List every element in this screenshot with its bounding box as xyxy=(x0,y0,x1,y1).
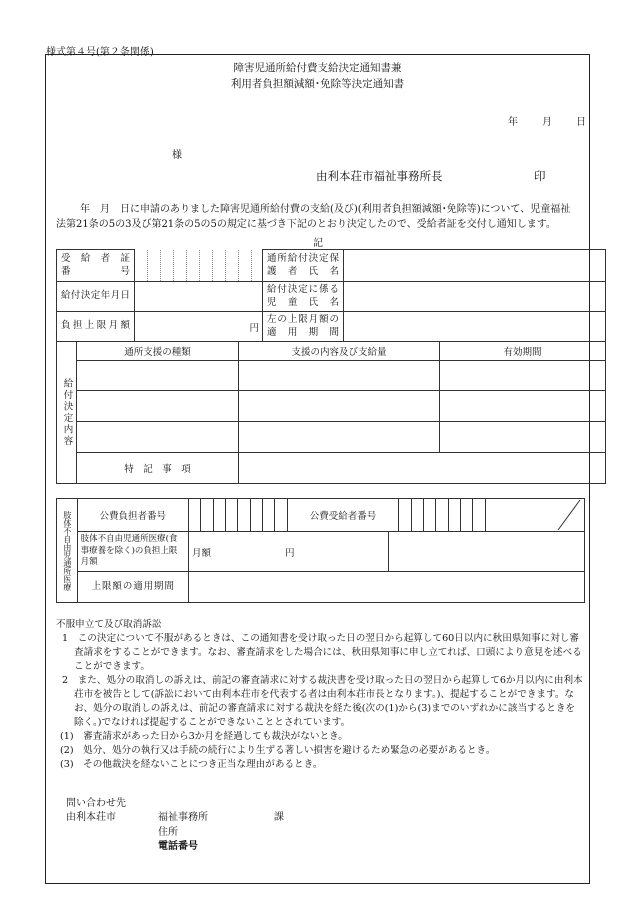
valid-period-cell[interactable] xyxy=(440,391,606,422)
column-header-valid-period: 有効期間 xyxy=(440,342,606,361)
service-type-cell[interactable] xyxy=(77,361,239,391)
issuer-name: 由利本荘市福祉事務所長 xyxy=(316,169,443,183)
monthly-label: 月額 xyxy=(191,547,211,559)
cert-digit-cell[interactable] xyxy=(213,250,226,282)
special-notes-label: 特 記 事 項 xyxy=(77,453,239,484)
payer-digit-cell[interactable] xyxy=(275,499,287,532)
payer-digit-cell[interactable] xyxy=(226,499,238,532)
recipient-digit-cell[interactable] xyxy=(473,499,485,532)
appeal-item-1-text: この決定について不服があるときは、この通知書を受け取った日の翌日から起算して60日以内に秋田県知事に対し審査請求をすることができます。なお、審査請求をした場合には、秋田県知事に申し立てれば、口頭により意見を述べることができます。 xyxy=(74,633,582,672)
cert-digit-cell[interactable] xyxy=(239,250,252,282)
monthly-cap-field[interactable] xyxy=(135,312,263,342)
appeal-subitem-2: (2) 処分、処分の執行又は手続の続行により生ずる著しい損害を避けるため緊急の必要があるとき。 xyxy=(60,745,496,756)
payer-digit-cell[interactable] xyxy=(201,499,213,532)
recipient-digit-cell[interactable] xyxy=(399,499,411,532)
service-type-cell[interactable] xyxy=(77,422,239,453)
cert-digit-cell[interactable] xyxy=(252,250,263,282)
payer-digit-cell[interactable] xyxy=(188,499,200,532)
appeal-item-2 xyxy=(56,674,584,730)
document-title-line1: 障害児通所給付費支給決定通知書兼 xyxy=(233,62,402,74)
content-amount-cell[interactable] xyxy=(239,361,440,391)
date-day: 日 xyxy=(576,117,586,128)
appeal-heading: 不服申立て及び取消訴訟 xyxy=(56,619,162,630)
diagonal-slash-icon xyxy=(486,499,584,530)
recipient-digit-cell[interactable] xyxy=(436,499,448,532)
guardian-name-label: 通所給付決定保護者氏名 xyxy=(263,250,344,282)
cap-period-field[interactable] xyxy=(344,312,606,342)
contact-section: 課 xyxy=(274,812,284,823)
yen-unit: 円 xyxy=(249,322,260,334)
decision-date-field[interactable] xyxy=(135,282,263,312)
medical-side-label: 肢体不自由児通所医療 xyxy=(57,499,78,603)
guardian-name-field[interactable] xyxy=(344,250,606,282)
contact-city: 由利本荘市 xyxy=(66,812,116,823)
document-title-line2: 利用者負担額減額･免除等決定通知書 xyxy=(230,78,405,90)
contact-heading: 問い合わせ先 xyxy=(66,798,126,809)
special-notes-field[interactable] xyxy=(239,453,606,484)
child-name-field[interactable] xyxy=(344,282,606,312)
appeal-item-2-text: また、処分の取消しの訴えは、前記の審査請求に対する裁決書を受け取った日の翌日から起算して6か月以内に由利本荘市を被告として(訴訟において由利本荘市を代表する者は由利本荘市長となります。)、提起することができます。なお、処分の取消しの訴えは、前記の審査請求に対する裁決を経た後(次の(1)から(3)までのいずれかに該当するときを除く。)でなければ提起することができないこととされています。 xyxy=(74,675,583,728)
content-amount-cell[interactable] xyxy=(239,422,440,453)
recipient-digit-cell-crossed[interactable] xyxy=(485,499,584,532)
appeal-item-1-number: 1 xyxy=(62,633,69,644)
valid-period-cell[interactable] xyxy=(440,361,606,391)
medical-cap-period-label: 上限額の適用期間 xyxy=(77,572,188,603)
recipient-digit-cell[interactable] xyxy=(411,499,423,532)
benefit-decision-table xyxy=(56,249,606,484)
column-header-service-type: 通所支援の種類 xyxy=(77,342,239,361)
date-year: 年 xyxy=(508,117,518,128)
benefit-content-label: 給付決定内容 xyxy=(57,342,77,484)
contact-office: 福祉事務所 xyxy=(158,812,208,823)
notice-body: 年 月 日に申請のありました障害児通所給付費の支給(及び)(利用者負担額減額･免除等)について、児童福祉法第21条の5の3及び第21条の5の5の規定に基づき下記のとおり決定したので、受給者証を交付し通知します。 xyxy=(56,204,571,230)
yen-unit: 円 xyxy=(284,547,295,559)
payer-digit-cell[interactable] xyxy=(263,499,275,532)
cap-period-label: 左の上限月額の適用期間 xyxy=(263,312,344,342)
payer-digit-cell[interactable] xyxy=(213,499,225,532)
document-frame xyxy=(45,54,590,884)
payer-number-label: 公費負担者番号 xyxy=(77,499,188,532)
cert-digit-cell[interactable] xyxy=(226,250,239,282)
payer-digit-cell[interactable] xyxy=(238,499,250,532)
valid-period-cell[interactable] xyxy=(440,422,606,453)
content-amount-cell[interactable] xyxy=(239,391,440,422)
date-month: 月 xyxy=(542,117,552,128)
medical-cap-blank xyxy=(388,532,584,572)
cert-digit-cell[interactable] xyxy=(148,250,161,282)
appeal-item-1 xyxy=(56,632,584,674)
medical-cap-field[interactable] xyxy=(188,532,388,572)
recipient-digit-cell[interactable] xyxy=(423,499,435,532)
recipient-digit-cell[interactable] xyxy=(448,499,460,532)
contact-phone: 電話番号 xyxy=(158,841,198,852)
ki-marker: 記 xyxy=(313,238,323,249)
decision-date-label: 給付決定年月日 xyxy=(57,282,135,312)
payer-digit-cell[interactable] xyxy=(250,499,262,532)
form-number: 様式第４号(第２条関係) xyxy=(46,47,154,58)
recipient-number-label: 公費受給者番号 xyxy=(287,499,398,532)
cert-digit-cell[interactable] xyxy=(161,250,174,282)
cert-digit-cell[interactable] xyxy=(174,250,187,282)
cert-digit-cell[interactable] xyxy=(187,250,200,282)
medical-care-table xyxy=(56,498,585,603)
child-name-label: 給付決定に係る児童氏名 xyxy=(263,282,344,312)
appeal-subitem-1: (1) 審査請求があった日から3か月を経過しても裁決がないとき。 xyxy=(60,731,348,742)
recipient-cert-number-label: 受 給 者 証 番 号 xyxy=(57,250,135,282)
contact-address: 住所 xyxy=(158,827,178,838)
recipient-digit-cell[interactable] xyxy=(461,499,473,532)
cert-digit-cell[interactable] xyxy=(200,250,213,282)
seal-mark: 印 xyxy=(534,169,546,183)
appeal-item-2-number: 2 xyxy=(62,675,69,686)
appeal-notice xyxy=(56,618,584,772)
column-header-content-amount: 支援の内容及び支給量 xyxy=(239,342,440,361)
appeal-subitem-3: (3) その他裁決を経ないことにつき正当な理由があるとき。 xyxy=(60,759,323,770)
monthly-cap-label: 負担上限月額 xyxy=(57,312,135,342)
addressee-suffix: 様 xyxy=(172,150,182,161)
service-type-cell[interactable] xyxy=(77,391,239,422)
medical-cap-period-field[interactable] xyxy=(188,572,584,603)
medical-cap-label: 肢体不自由児通所医療(食事療養を除く)の負担上限月額 xyxy=(77,532,188,572)
